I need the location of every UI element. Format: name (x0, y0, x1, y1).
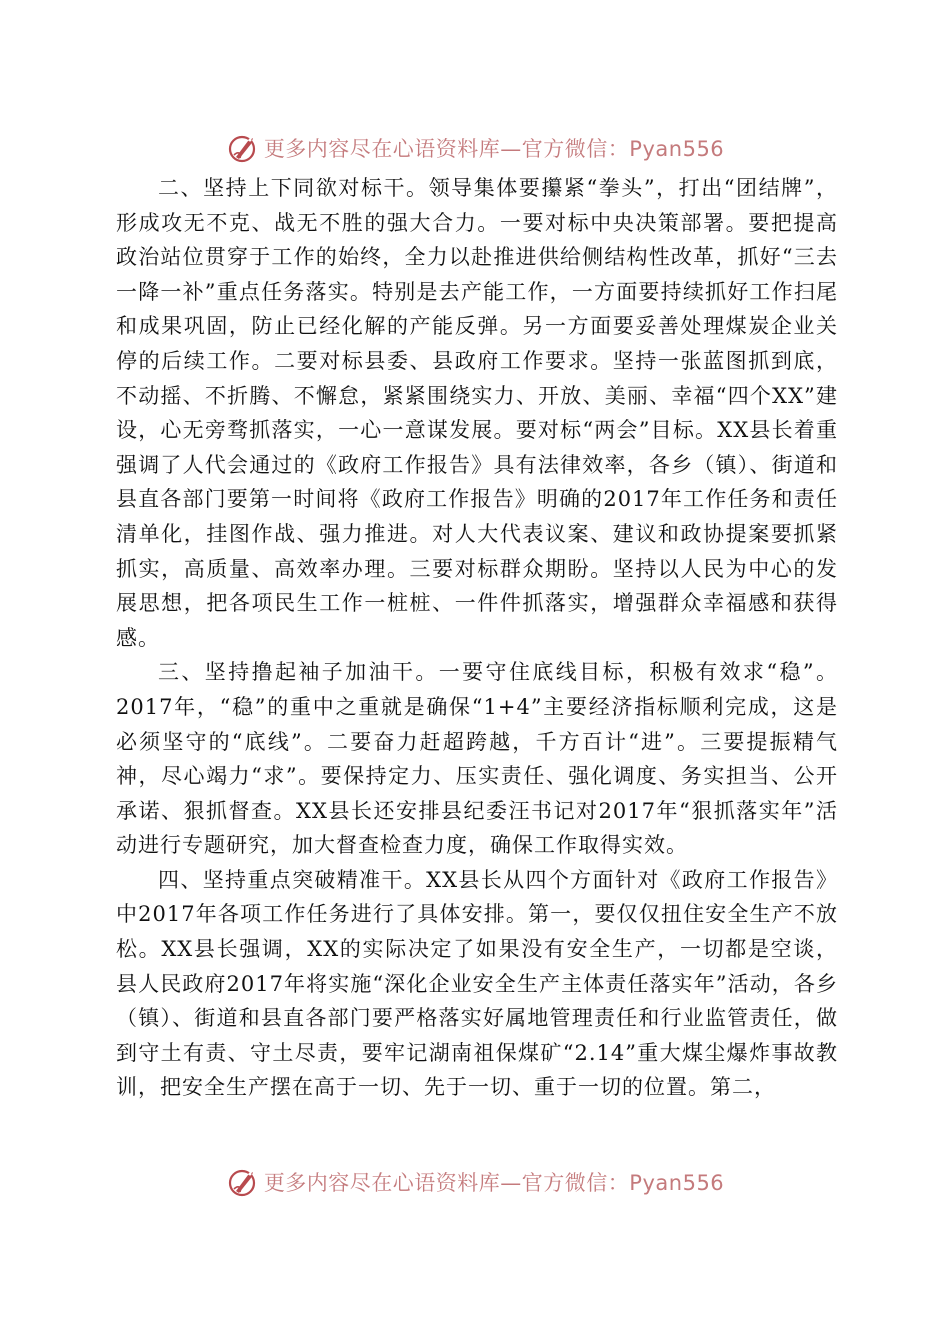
footer-watermark-banner (0, 1162, 950, 1202)
paragraph-2: 二、坚持上下同欲对标干。领导集体要攥紧“拳头”，打出“团结牌”，形成攻无不克、战无不胜的强大合力。一要对标中央决策部署。要把提高政治站位贯穿于工作的始终，全力以赴推进供给侧结构性改革，抓好“三去一降一补”重点任务落实。特别是去产能工作，一方面要持续抓好工作扫尾和成果巩固，防止已经化解的产能反弹。另一方面要妥善处理煤炭企业关停的后续工作。二要对标县委、县政府工作要求。坚持一张蓝图抓到底，不动摇、不折腾、不懈怠，紧紧围绕实力、开放、美丽、幸福“四个XX”建设，心无旁骛抓落实，一心一意谋发展。要对标“两会”目标。XX县长着重强调了人代会通过的《政府工作报告》具有法律效率，各乡（镇）、街道和县直各部门要第一时间将《政府工作报告》明确的2017年工作任务和责任清单化，挂图作战、强力推进。对人大代表议案、建议和政协提案要抓紧抓实，高质量、高效率办理。三要对标群众期盼。坚持以人民为中心的发展思想，把各项民生工作一桩桩、一件件抓落实，增强群众幸福感和获得感。 (116, 176, 838, 650)
header-watermark-text: 更多内容尽在心语资料库—官方微信：Pyan556 (263, 137, 725, 161)
pen-nib-logo-icon (226, 131, 260, 165)
document-body (116, 171, 838, 1105)
footer-watermark-text: 更多内容尽在心语资料库—官方微信：Pyan556 (263, 1171, 725, 1195)
pen-nib-logo-icon (226, 1165, 260, 1199)
header-watermark-banner (0, 128, 950, 168)
paragraph-4: 四、坚持重点突破精准干。XX县长从四个方面针对《政府工作报告》中2017年各项工作任务进行了具体安排。第一，要仅仅扭住安全生产不放松。XX县长强调，XX的实际决定了如果没有安全生产，一切都是空谈，县人民政府2017年将实施“深化企业安全生产主体责任落实年”活动，各乡（镇）、街道和县直各部门要严格落实好属地管理责任和行业监管责任，做到守土有责、守土尽责，要牢记湖南祖保煤矿“2.14”重大煤尘爆炸事故教训，把安全生产摆在高于一切、先于一切、重于一切的位置。第二， (116, 867, 838, 1100)
paragraph-3: 三、坚持撸起袖子加油干。一要守住底线目标，积极有效求“稳”。2017年，“稳”的重中之重就是确保“1+4”主要经济指标顺利完成，这是必须坚守的“底线”。二要奋力赶超跨越，千方百计“进”。三要提振精气神，尽心竭力“求”。要保持定力、压实责任、强化调度、务实担当、公开承诺、狠抓督查。XX县长还安排县纪委汪书记对2017年“狠抓落实年”活动进行专题研究，加大督查检查力度，确保工作取得实效。 (116, 660, 838, 858)
